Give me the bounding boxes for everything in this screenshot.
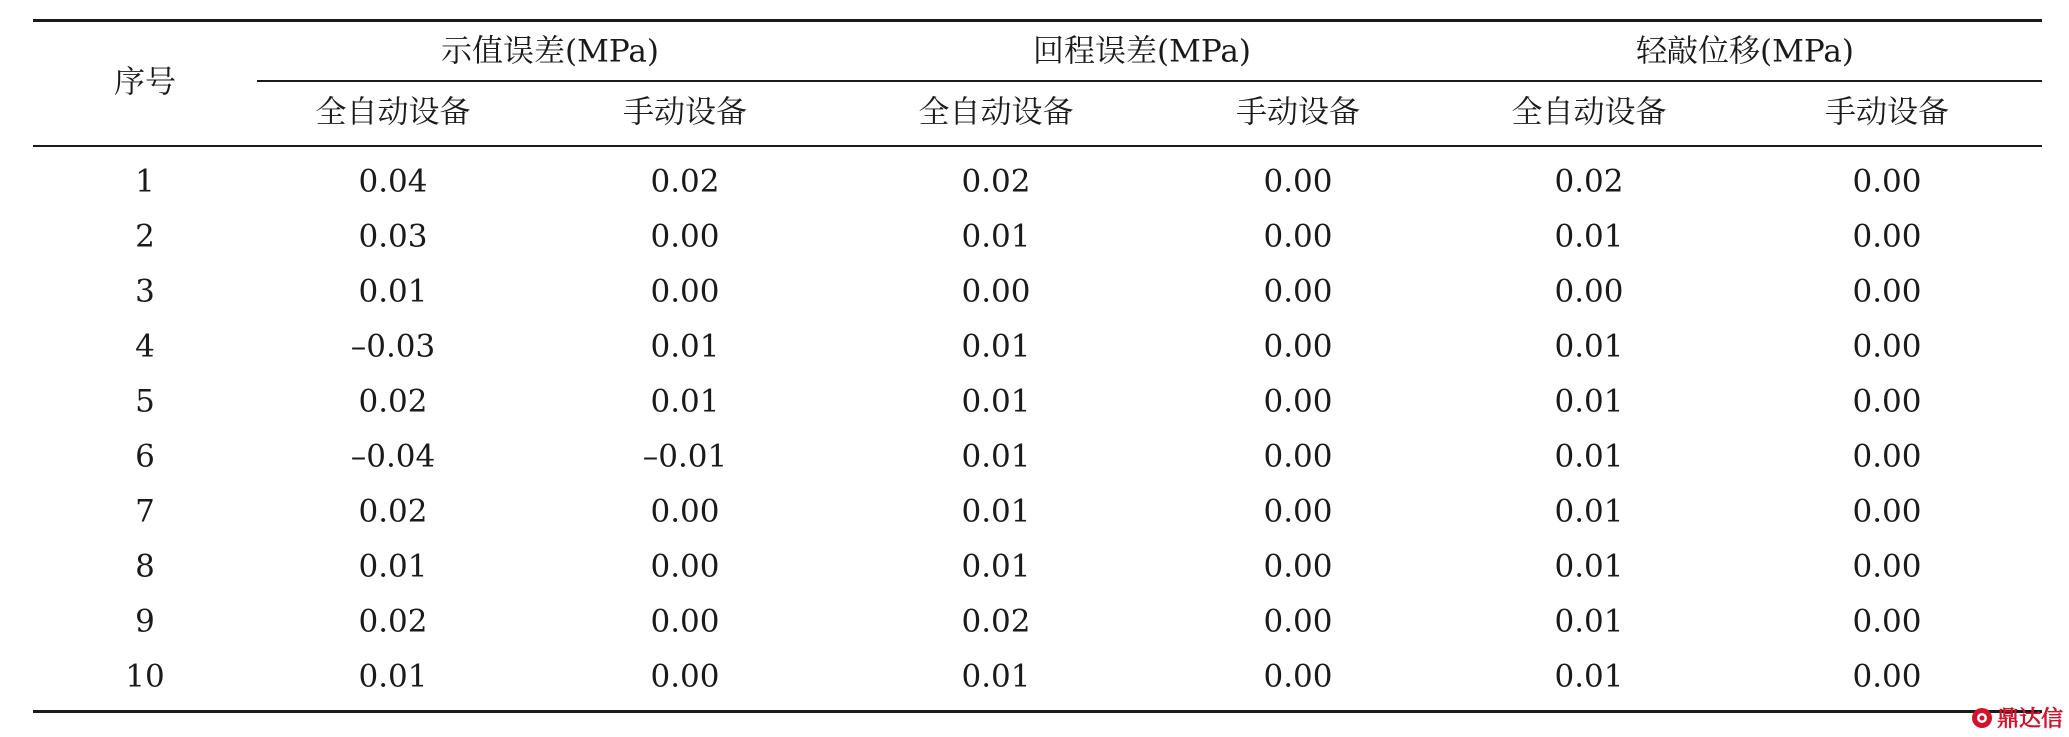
row-index-cell: 2 bbox=[135, 218, 155, 255]
subheader-manual-2: 手动设备 bbox=[1236, 94, 1360, 131]
table-cell: 0.01 bbox=[358, 273, 428, 310]
table-cell: 0.02 bbox=[358, 383, 428, 420]
table-cell: 0.00 bbox=[1263, 548, 1333, 585]
table-cell: 0.01 bbox=[358, 658, 428, 695]
table-cell: 0.01 bbox=[961, 658, 1031, 695]
subheader-auto-2: 全自动设备 bbox=[918, 94, 1074, 131]
table-cell: 0.01 bbox=[961, 383, 1031, 420]
table-cell: 0.01 bbox=[1554, 438, 1624, 475]
table-cell: 0.01 bbox=[650, 328, 720, 365]
table-cell: 0.00 bbox=[1852, 438, 1922, 475]
table-cell: 0.00 bbox=[650, 273, 720, 310]
table-cell: 0.01 bbox=[1554, 658, 1624, 695]
table-cell: 0.00 bbox=[650, 603, 720, 640]
group-header-indication-error: 示值误差(MPa) bbox=[441, 33, 659, 70]
watermark-text: 鼎达信 bbox=[1996, 707, 2063, 732]
table-cell: 0.01 bbox=[961, 328, 1031, 365]
table-cell: –0.03 bbox=[350, 328, 436, 365]
table-cell: 0.01 bbox=[961, 438, 1031, 475]
row-index-cell: 7 bbox=[135, 493, 155, 530]
table-cell: 0.00 bbox=[1263, 383, 1333, 420]
group-header-tap-displacement: 轻敲位移(MPa) bbox=[1636, 33, 1854, 70]
table-cell: 0.04 bbox=[358, 163, 428, 200]
table-cell: 0.00 bbox=[961, 273, 1031, 310]
table-cell: 0.01 bbox=[961, 218, 1031, 255]
group-header-return-error: 回程误差(MPa) bbox=[1033, 33, 1251, 70]
table-cell: 0.00 bbox=[1263, 328, 1333, 365]
table-cell: 0.01 bbox=[1554, 383, 1624, 420]
table-cell: 0.01 bbox=[961, 548, 1031, 585]
row-index-cell: 1 bbox=[135, 163, 155, 200]
row-index-cell: 3 bbox=[135, 273, 155, 310]
table-cell: 0.00 bbox=[1852, 658, 1922, 695]
table-cell: 0.00 bbox=[1263, 603, 1333, 640]
table-cell: 0.00 bbox=[1852, 493, 1922, 530]
row-index-cell: 6 bbox=[135, 438, 155, 475]
header-bottom-rule bbox=[33, 145, 2042, 147]
subheader-auto-3: 全自动设备 bbox=[1511, 94, 1667, 131]
table-cell: 0.02 bbox=[650, 163, 720, 200]
table-cell: 0.00 bbox=[1263, 163, 1333, 200]
table-cell: 0.00 bbox=[1554, 273, 1624, 310]
brand-logo-icon bbox=[1971, 707, 1993, 729]
table-cell: 0.02 bbox=[358, 603, 428, 640]
table-cell: 0.00 bbox=[1263, 438, 1333, 475]
table-cell: 0.01 bbox=[961, 493, 1031, 530]
table-cell: 0.00 bbox=[1852, 548, 1922, 585]
subheader-manual-1: 手动设备 bbox=[623, 94, 747, 131]
table-cell: 0.01 bbox=[358, 548, 428, 585]
table-cell: 0.01 bbox=[1554, 493, 1624, 530]
row-index-cell: 5 bbox=[135, 383, 155, 420]
table-cell: 0.03 bbox=[358, 218, 428, 255]
table-cell: 0.00 bbox=[1852, 328, 1922, 365]
table-cell: –0.01 bbox=[642, 438, 728, 475]
table-cell: 0.00 bbox=[650, 493, 720, 530]
watermark bbox=[1971, 702, 2063, 733]
table-cell: 0.01 bbox=[650, 383, 720, 420]
table-bottom-rule bbox=[33, 710, 2042, 713]
table-cell: 0.02 bbox=[961, 603, 1031, 640]
table-cell: 0.00 bbox=[1852, 383, 1922, 420]
table-cell: 0.00 bbox=[1852, 218, 1922, 255]
table-cell: 0.01 bbox=[1554, 548, 1624, 585]
subheader-manual-3: 手动设备 bbox=[1825, 94, 1949, 131]
table-cell: 0.00 bbox=[1263, 218, 1333, 255]
table-cell: 0.01 bbox=[1554, 603, 1624, 640]
group-header-rule bbox=[257, 80, 2042, 82]
table-cell: 0.00 bbox=[1263, 493, 1333, 530]
table-top-rule bbox=[33, 19, 2042, 22]
table-cell: –0.04 bbox=[350, 438, 436, 475]
row-index-cell: 4 bbox=[135, 328, 155, 365]
table-cell: 0.00 bbox=[650, 658, 720, 695]
seq-header: 序号 bbox=[114, 64, 176, 101]
table-cell: 0.00 bbox=[650, 218, 720, 255]
table-cell: 0.00 bbox=[1852, 273, 1922, 310]
table-cell: 0.00 bbox=[1852, 603, 1922, 640]
table-cell: 0.02 bbox=[961, 163, 1031, 200]
table-cell: 0.00 bbox=[1263, 658, 1333, 695]
row-index-cell: 8 bbox=[135, 548, 155, 585]
table-cell: 0.02 bbox=[358, 493, 428, 530]
table-cell: 0.00 bbox=[1852, 163, 1922, 200]
table-cell: 0.00 bbox=[1263, 273, 1333, 310]
table-cell: 0.02 bbox=[1554, 163, 1624, 200]
row-index-cell: 10 bbox=[125, 658, 165, 695]
table-cell: 0.00 bbox=[650, 548, 720, 585]
subheader-auto-1: 全自动设备 bbox=[315, 94, 471, 131]
row-index-cell: 9 bbox=[135, 603, 155, 640]
table-cell: 0.01 bbox=[1554, 328, 1624, 365]
table-cell: 0.01 bbox=[1554, 218, 1624, 255]
